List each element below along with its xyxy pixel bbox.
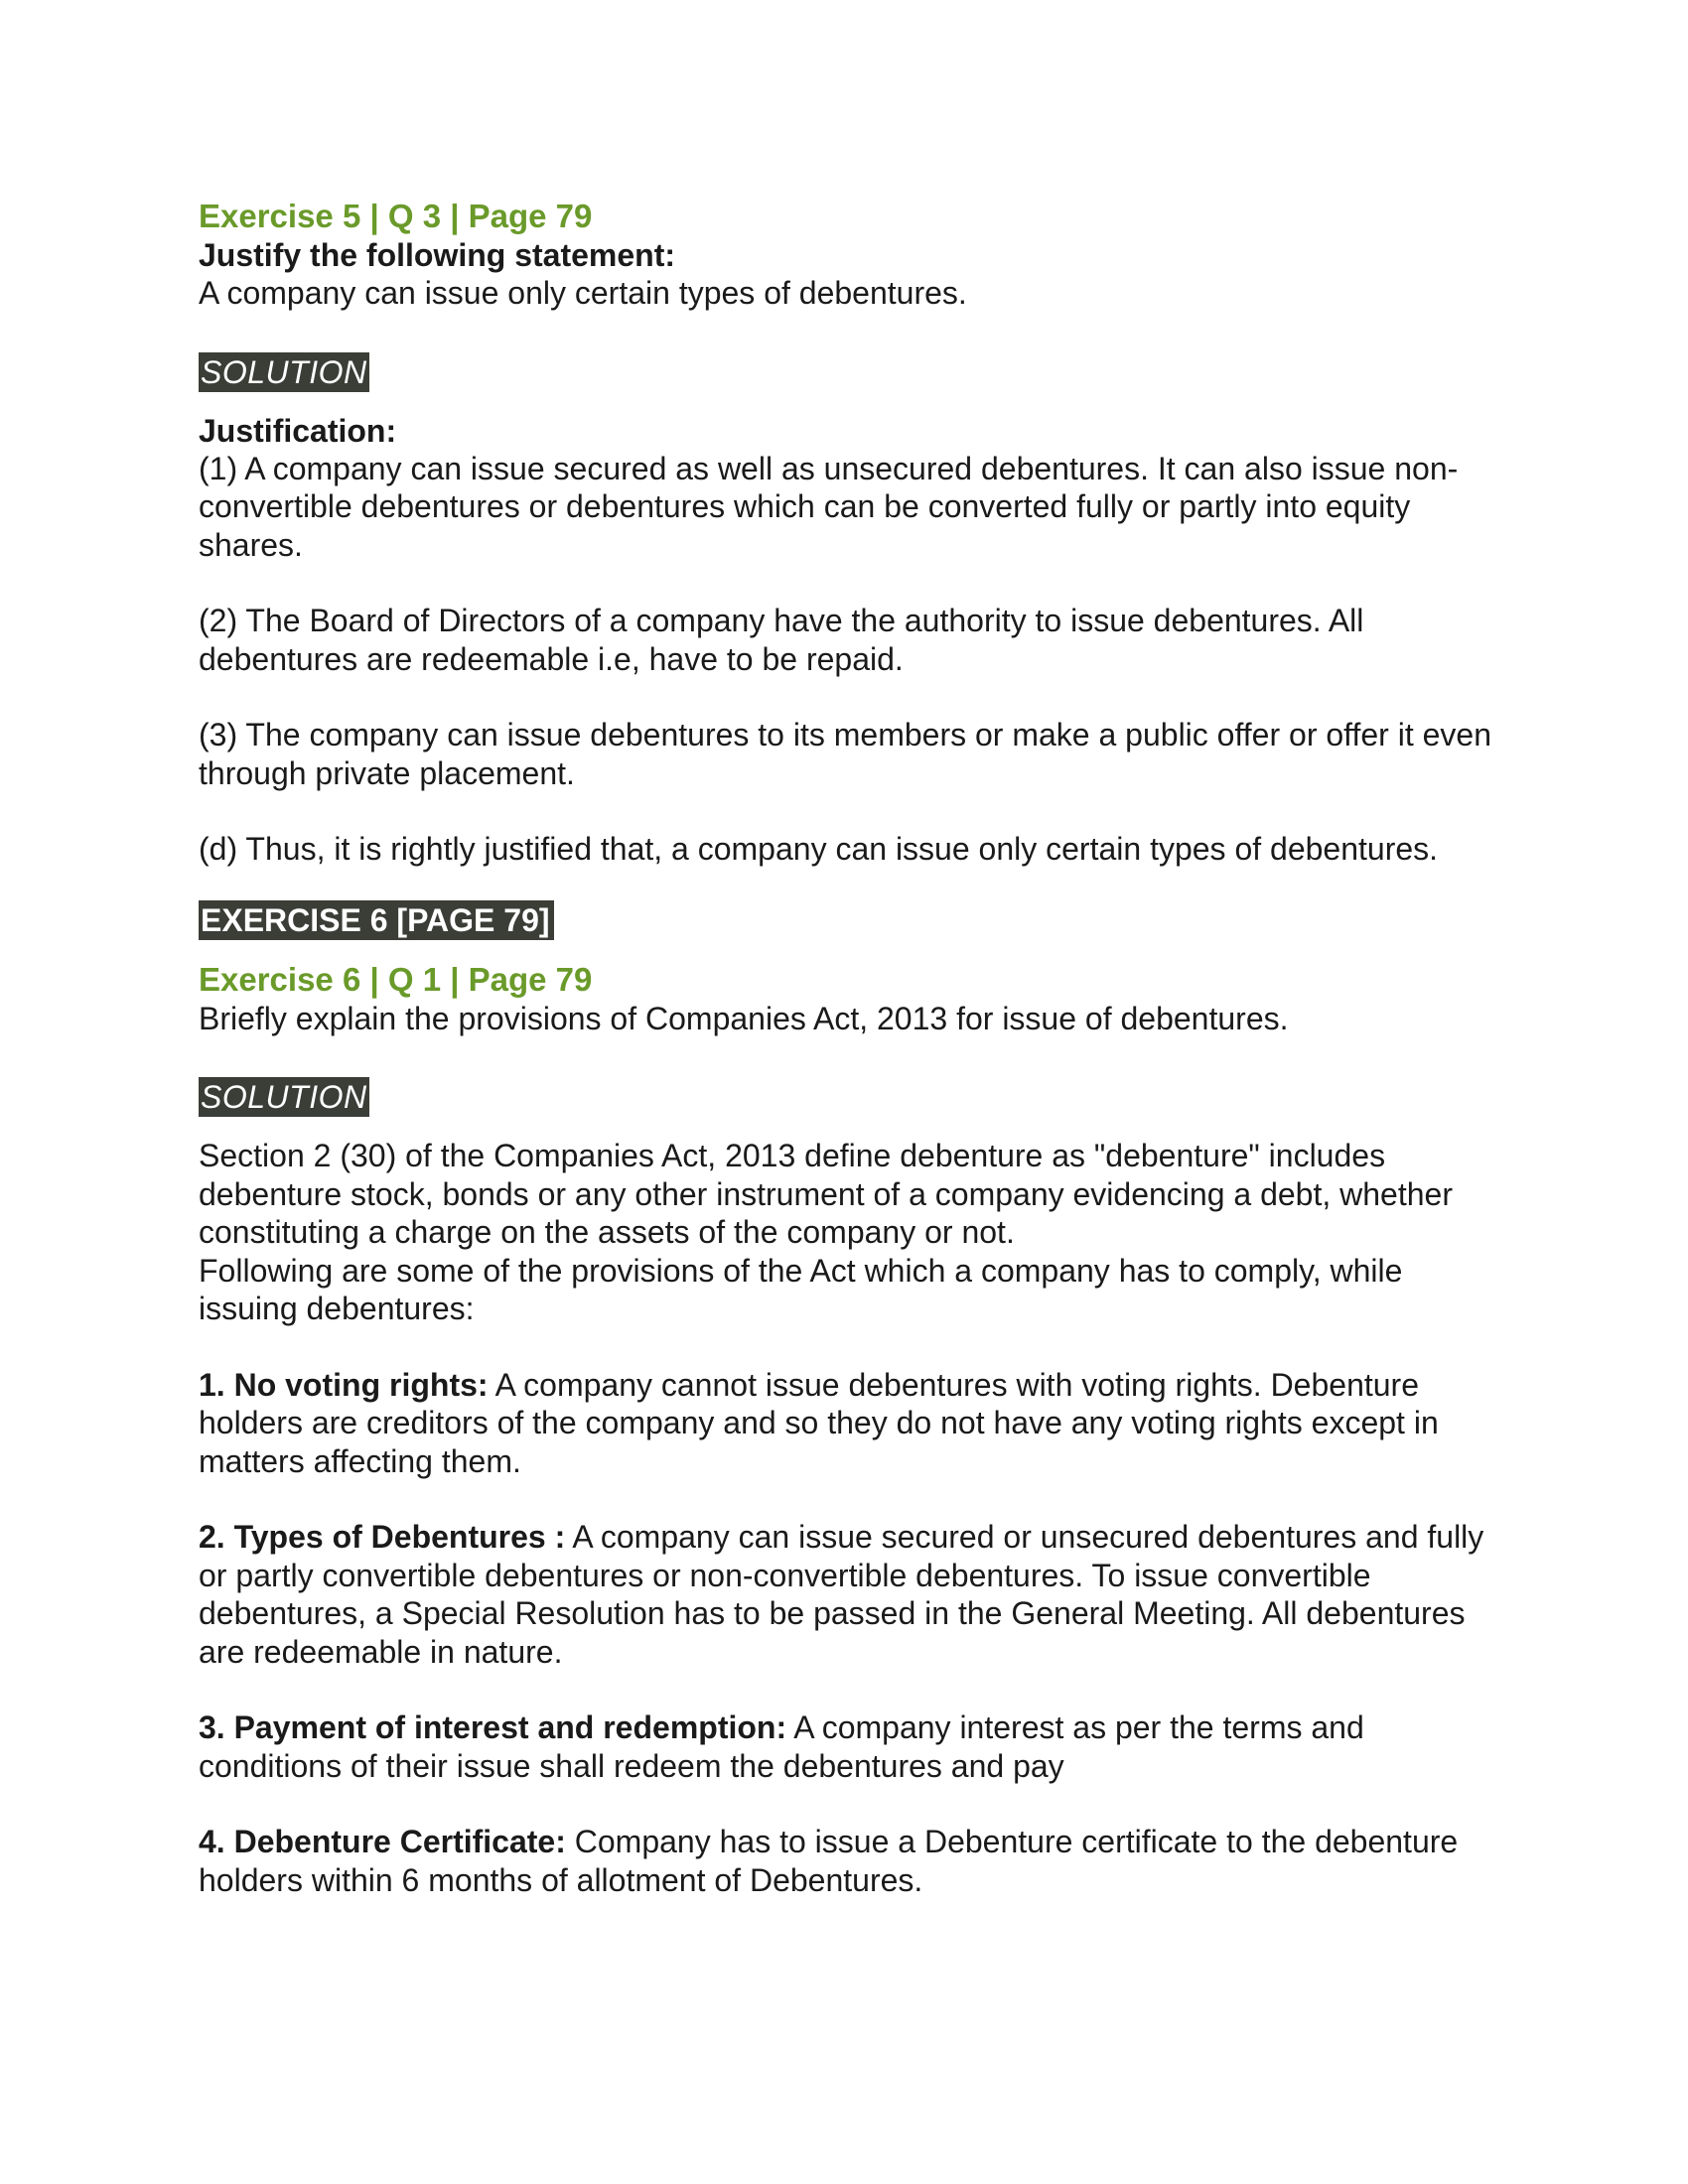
provision-text: A company cannot issue debentures with voting rights. Debenture holders are creditors of the company and so they do not have any voting rights except in matters affecting them.	[199, 1366, 1439, 1479]
question-prompt: Justify the following statement:	[199, 237, 676, 273]
provision-item	[199, 1518, 1499, 1671]
provision-title: 2. Types of Debentures :	[199, 1519, 566, 1555]
exercise-6-section-label: EXERCISE 6 [PAGE 79]	[199, 900, 554, 940]
provision-item	[199, 1366, 1499, 1481]
document-page	[199, 197, 1499, 1899]
provision-title: 4. Debenture Certificate:	[199, 1824, 566, 1859]
justification-conclusion: (d) Thus, it is rightly justified that, a company can issue only certain types of debentures.	[199, 831, 1439, 867]
provision-text: Company has to issue a Debenture certificate to the debenture holders within 6 months of allotment of Debentures.	[199, 1824, 1459, 1898]
question-statement: A company can issue only certain types of debentures.	[199, 275, 967, 311]
solution-label: SOLUTION	[201, 1079, 367, 1115]
justification-point-3: (3) The company can issue debentures to its members or make a public offer or offer it even through private placement.	[199, 717, 1491, 791]
exercise-5-heading: Exercise 5 | Q 3 | Page 79	[199, 198, 593, 234]
provision-title: 3. Payment of interest and redemption:	[199, 1709, 787, 1745]
definition-paragraph: Section 2 (30) of the Companies Act, 2013 define debenture as "debenture" includes debenture stock, bonds or any other instrument of a company evidencing a debt, whether constituting a charge on the assets of the company or not.	[199, 1138, 1453, 1250]
provision-item	[199, 1708, 1499, 1785]
exercise-6-question: Briefly explain the provisions of Companies Act, 2013 for issue of debentures.	[199, 1000, 1289, 1036]
provision-text: A company can issue secured or unsecured debentures and fully or partly convertible debentures or non-convertible debentures. To issue convertible debentures, a Special Resolution has to be passed in the General Meeting. All debentures are redeemable in nature.	[199, 1519, 1484, 1670]
provision-item	[199, 1823, 1499, 1899]
provisions-intro: Following are some of the provisions of the Act which a company has to comply, while issuing debentures:	[199, 1252, 1403, 1326]
solution-label: SOLUTION	[201, 353, 367, 390]
exercise-6-heading: Exercise 6 | Q 1 | Page 79	[199, 960, 593, 998]
justification-label: Justification:	[199, 412, 397, 449]
provision-text: A company interest as per the terms and conditions of their issue shall redeem the debentures and pay	[199, 1709, 1364, 1784]
justification-point-2: (2) The Board of Directors of a company have the authority to issue debentures. All debentures are redeemable i.e, have to be repaid.	[199, 603, 1364, 677]
justification-point-1: (1) A company can issue secured as well as unsecured debentures. It can also issue non-convertible debentures or debentures which can be converted fully or partly into equity shares.	[199, 450, 1459, 563]
provision-title: 1. No voting rights:	[199, 1366, 489, 1403]
